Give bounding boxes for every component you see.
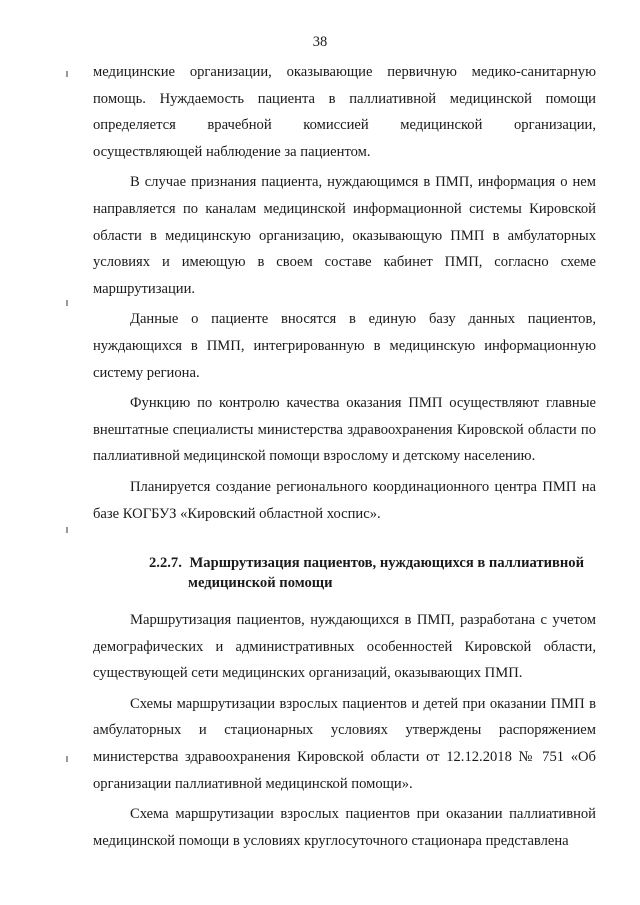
section-title-line2: медицинской помощи (188, 575, 333, 592)
section-heading (93, 553, 596, 593)
paragraph: Схема маршрутизации взрослых пациентов при оказании паллиативной медицинской помощи в условиях круглосуточного стационара представлена (93, 806, 596, 849)
section-number: 2.2.7. (149, 555, 182, 572)
paragraph: Маршрутизация пациентов, нуждающихся в ПМП, разработана с учетом демографических и административных особенностей Кировской области, существующей сети медицинских организаций, оказывающих ПМП. (93, 612, 596, 682)
page-number: 38 (312, 34, 328, 50)
section-title-line1: Маршрутизация пациентов, нуждающихся в паллиативной (189, 555, 585, 572)
margin-mark (66, 756, 68, 762)
margin-mark (66, 527, 68, 533)
paragraph: Планируется создание регионального координационного центра ПМП на базе КОГБУЗ «Кировский областной хоспис». (93, 478, 596, 522)
paragraph: Функцию по контролю качества оказания ПМП осуществляют главные внештатные специалисты министерства здравоохранения Кировской области по паллиативной медицинской помощи взрослому и детскому населению. (93, 395, 596, 465)
margin-mark (66, 300, 68, 306)
paragraph: В случае признания пациента, нуждающимся в ПМП, информация о нем направляется по каналам медицинской информационной системы Кировской области в медицинскую организацию, оказывающую ПМП в амбулаторных условиях и имеющую в своем составе кабинет ПМП, согласно схеме маршрутизации. (93, 174, 596, 297)
paragraph: медицинские организации, оказывающие первичную медико-санитарную помощь. Нуждаемость пациента в паллиативной медицинской помощи определяется врачебной комиссией медицинской организации, осуществляющей наблюдение за пациентом. (93, 64, 596, 160)
paragraph: Схемы маршрутизации взрослых пациентов и детей при оказании ПМП в амбулаторных и стационарных условиях утверждены распоряжением министерства здравоохранения Кировской области от 12.12.2018 № 751 «Об организации паллиативной медицинской помощи». (93, 695, 596, 792)
paragraph: Данные о пациенте вносятся в единую базу данных пациентов, нуждающихся в ПМП, интегрированную в медицинскую информационную систему региона. (93, 311, 596, 381)
document-body (93, 59, 596, 858)
margin-mark (66, 71, 68, 77)
